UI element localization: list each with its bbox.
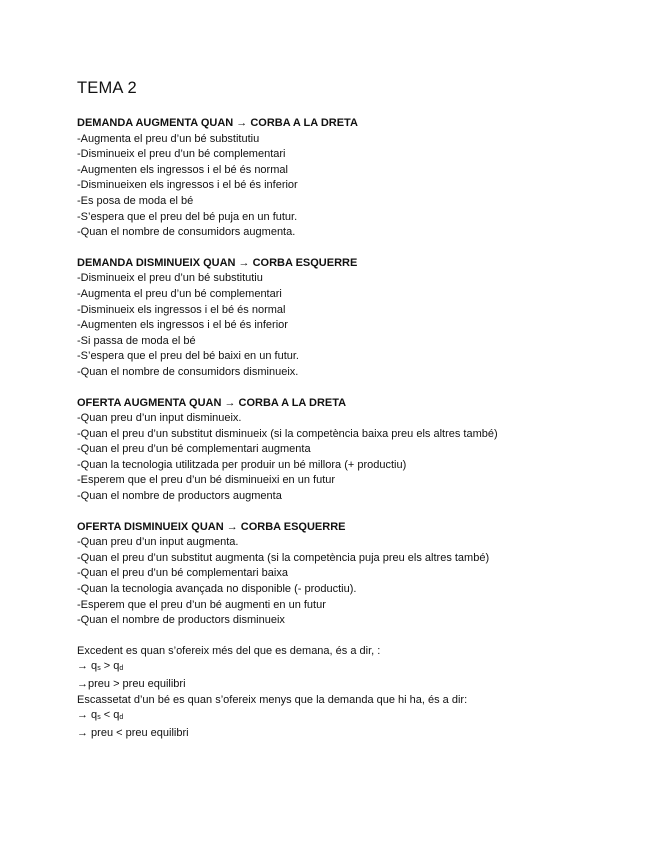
section-supply-increase — [77, 396, 637, 505]
list-item: -Quan preu d’un input disminueix. — [77, 412, 242, 425]
list-item: -Disminueix el preu d’un bé complementari — [77, 148, 286, 161]
section-surplus-shortage — [77, 644, 637, 742]
list-item: -Disminueixen els ingressos i el bé és inferior — [77, 179, 298, 192]
list-item: -Augmenta el preu d’un bé complementari — [77, 287, 282, 300]
section-demand-increase — [77, 116, 637, 241]
subscript-s: s — [97, 714, 101, 722]
subscript-d: d — [119, 665, 124, 673]
list-item: -S’espera que el preu del bé baixi en un futur. — [77, 350, 299, 363]
surplus-quantity-relation — [77, 659, 637, 677]
relation-operator: < q — [100, 709, 120, 722]
section-heading: DEMANDA AUGMENTA QUAN → CORBA A LA DRETA — [77, 117, 358, 129]
list-item: -Quan el preu d’un bé complementari baixa — [77, 567, 288, 580]
list-item: -Quan el preu d’un substitut augmenta (si la competència puja preu els altres també) — [77, 551, 490, 564]
list-item: -Quan preu d’un input augmenta. — [77, 536, 239, 549]
list-item: -Quan el preu d’un substitut disminueix (si la competència baixa preu els altres també) — [77, 427, 498, 440]
list-item: -Quan el nombre de consumidors disminueix. — [77, 365, 299, 378]
subscript-d: d — [119, 714, 124, 722]
subscript-s: s — [97, 665, 101, 673]
list-item: -Augmenten els ingressos i el bé és inferior — [77, 319, 288, 332]
relation-prefix: → q — [77, 660, 98, 673]
list-item: -Quan el nombre de consumidors augmenta. — [77, 226, 296, 239]
list-item: -Esperem que el preu d’un bé augmenti en un futur — [77, 598, 326, 611]
relation-prefix: → q — [77, 709, 98, 722]
section-supply-decrease — [77, 520, 637, 629]
list-item: -Esperem que el preu d’un bé disminueixi en un futur — [77, 474, 336, 487]
list-item: -Quan el preu d’un bé complementari augmenta — [77, 443, 311, 456]
document-page — [77, 78, 637, 756]
surplus-price-relation: →preu > preu equilibri — [77, 678, 186, 690]
shortage-price-relation: → preu < preu equilibri — [77, 726, 189, 739]
shortage-definition: Escassetat d’un bé es quan s’ofereix menys que la demanda que hi ha, és a dir: — [77, 693, 468, 706]
section-heading: DEMANDA DISMINUEIX QUAN → CORBA ESQUERRE — [77, 256, 358, 269]
list-item: -Quan la tecnologia utilitzada per produir un bé millora (+ productiu) — [77, 458, 407, 471]
list-item: -Augmenten els ingressos i el bé és normal — [77, 163, 288, 176]
page-title: TEMA 2 — [77, 79, 137, 97]
shortage-quantity-relation — [77, 708, 637, 726]
list-item: -Disminueix els ingressos i el bé és normal — [77, 303, 286, 316]
section-heading: OFERTA AUGMENTA QUAN → CORBA A LA DRETA — [77, 396, 347, 409]
list-item: -Augmenta el preu d’un bé substitutiu — [77, 132, 260, 145]
list-item: -Quan el nombre de productors augmenta — [77, 490, 282, 503]
section-heading: OFERTA DISMINUEIX QUAN → CORBA ESQUERRE — [77, 520, 346, 533]
list-item: -Quan el nombre de productors disminueix — [77, 614, 285, 627]
list-item: -Es posa de moda el bé — [77, 194, 194, 207]
relation-operator: > q — [100, 660, 120, 673]
surplus-definition: Excedent es quan s’ofereix més del que es demana, és a dir, : — [77, 644, 381, 657]
section-demand-decrease — [77, 256, 637, 381]
list-item: -Disminueix el preu d’un bé substitutiu — [77, 272, 263, 285]
list-item: -Quan la tecnologia avançada no disponible (- productiu). — [77, 583, 357, 596]
list-item: -Si passa de moda el bé — [77, 334, 196, 347]
list-item: -S’espera que el preu del bé puja en un futur. — [77, 210, 298, 223]
